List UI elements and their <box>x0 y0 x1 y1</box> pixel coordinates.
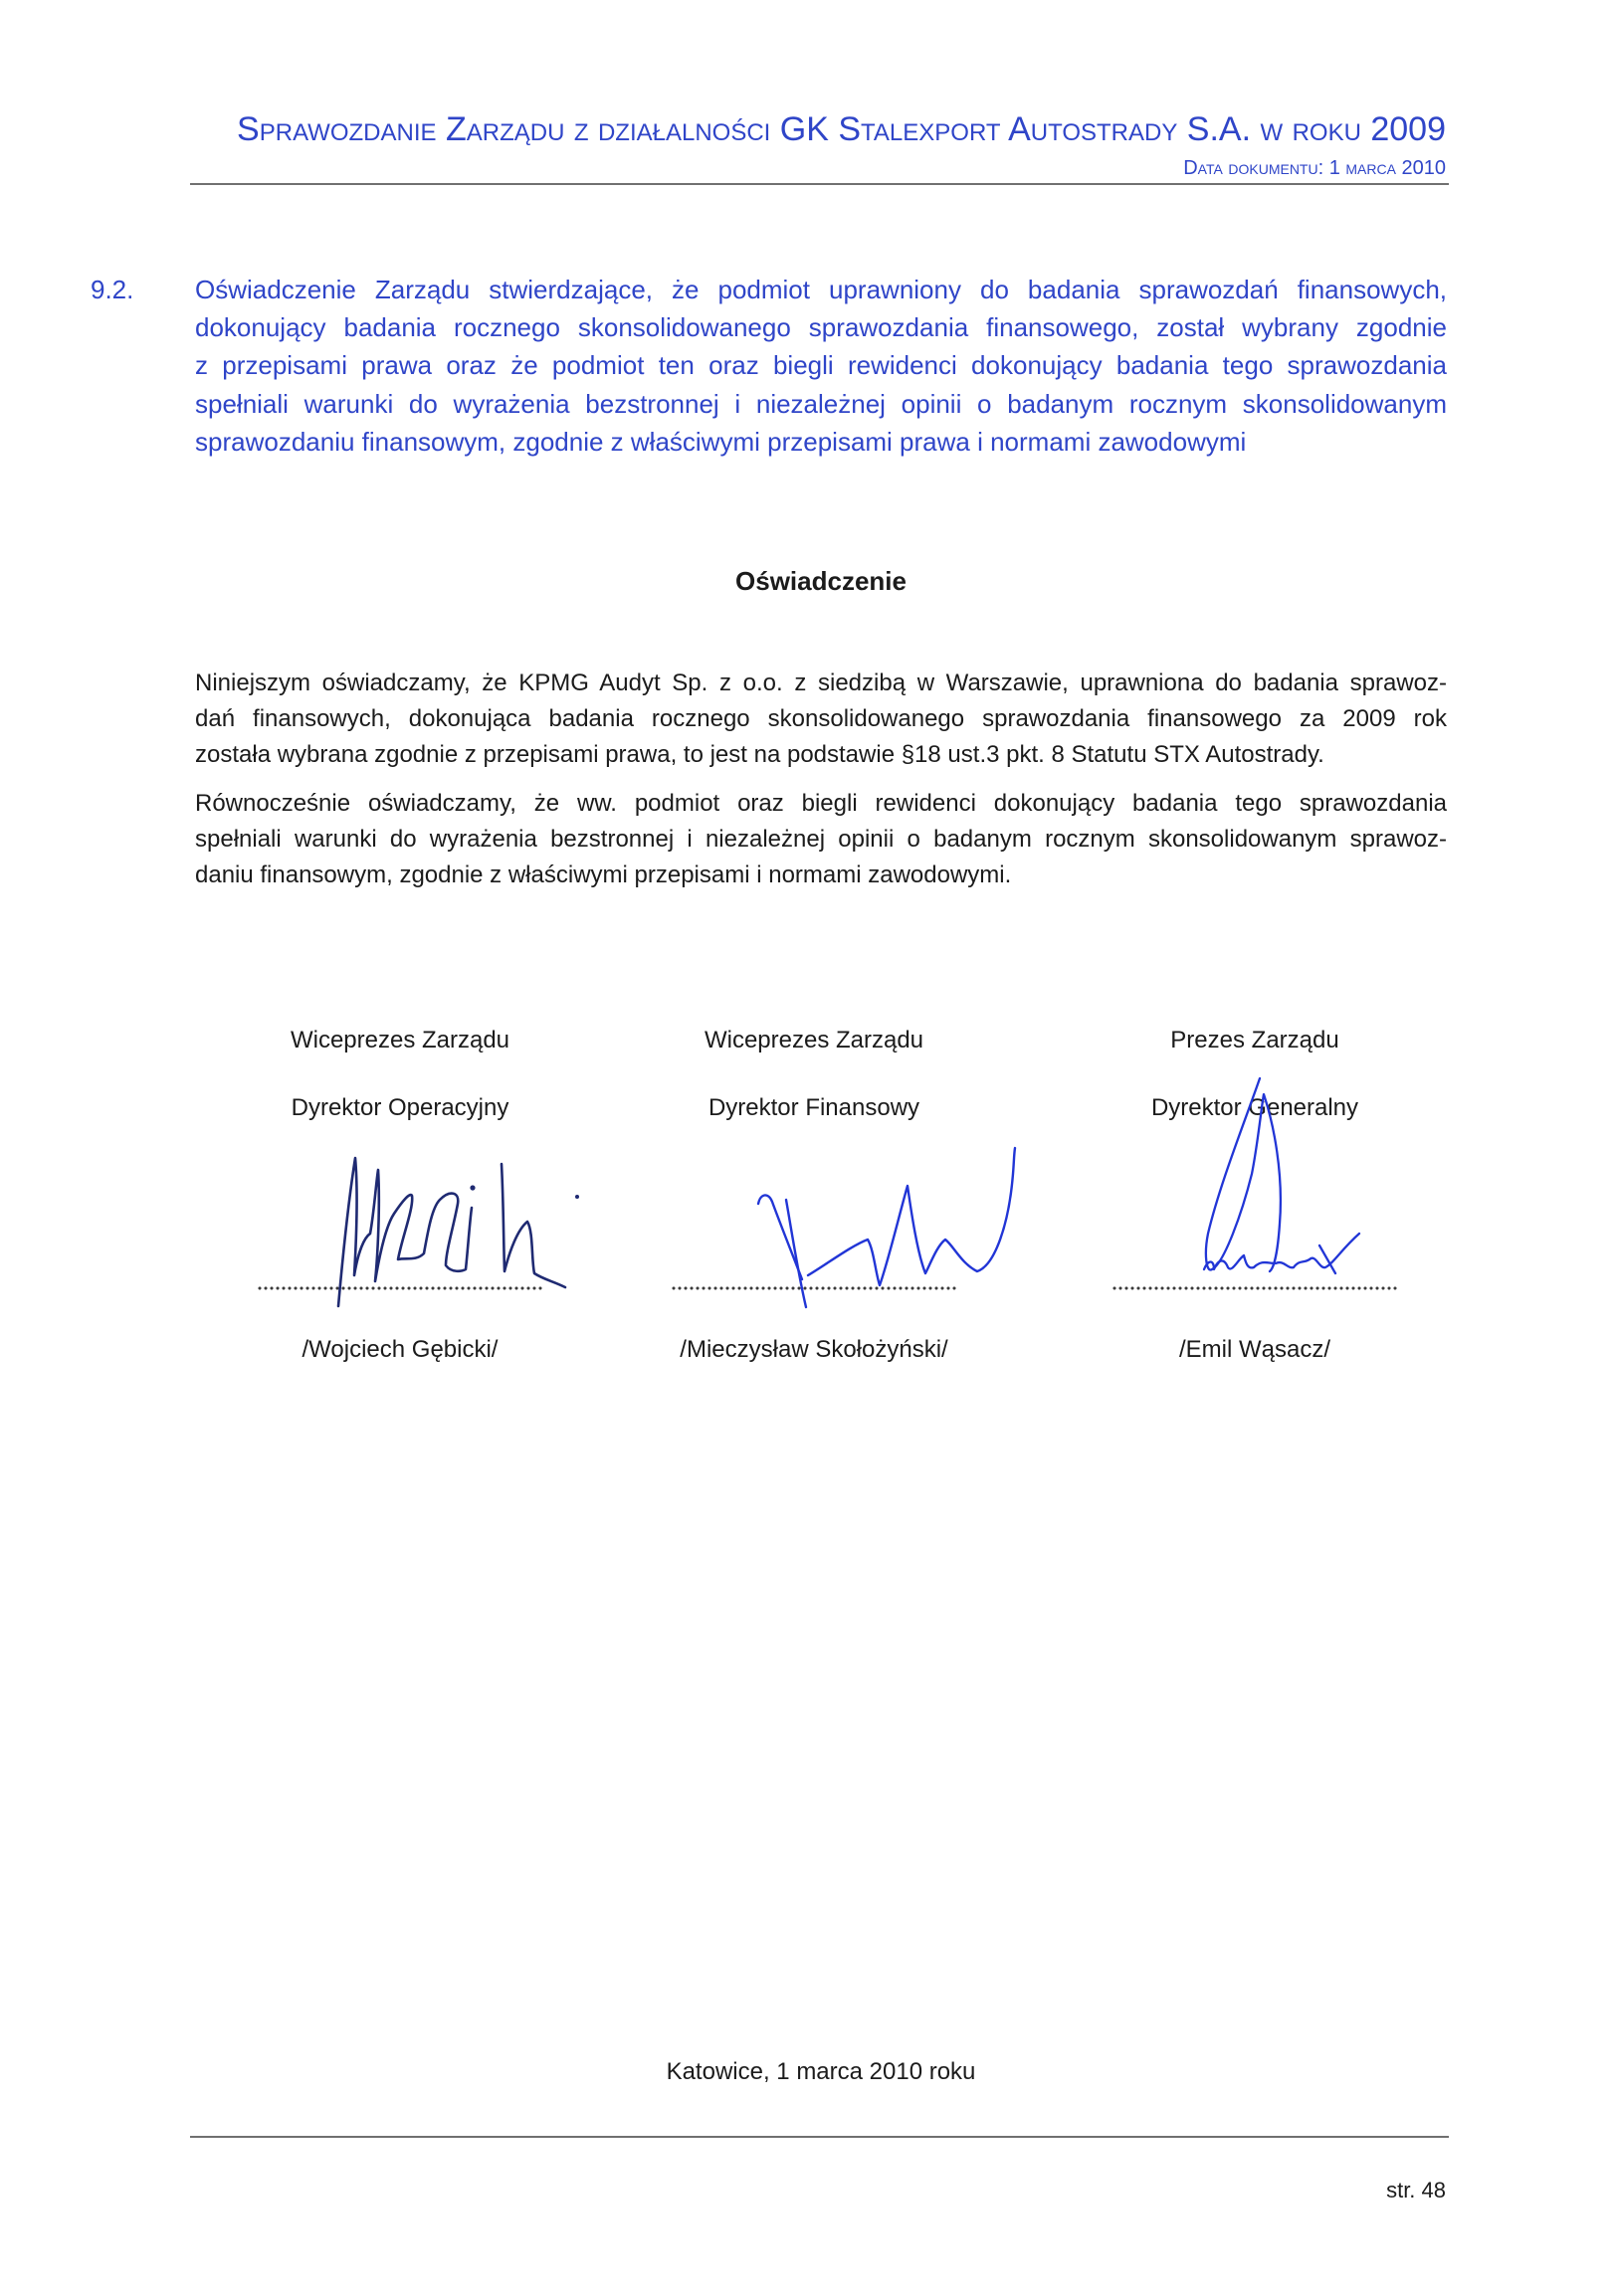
paragraph-line: Niniejszym oświadczamy, że KPMG Audyt Sp. z o.o. z siedzibą w Warszawie, uprawniona do badania sprawoz- <box>195 670 1447 696</box>
signatory-name: /Mieczysław Skołożyński/ <box>680 1336 948 1363</box>
footer-divider <box>190 2136 1449 2138</box>
section-line: sprawozdaniu finansowym, zgodnie z właściwymi przepisami prawa i normami zawodowymi <box>195 426 1247 457</box>
section-line: z przepisami prawa oraz że podmiot ten oraz biegli rewidenci dokonujący badania tego sprawozdania <box>195 350 1447 381</box>
header-divider <box>190 183 1449 185</box>
signatory-title: Dyrektor Operacyjny <box>291 1094 509 1121</box>
paragraph-line: została wybrana zgodnie z przepisami prawa, to jest na podstawie §18 ust.3 pkt. 8 Statutu STX Autostrady. <box>195 741 1324 768</box>
statement-paragraph-1 <box>195 666 1447 773</box>
handwritten-signature-2 <box>756 1134 1030 1313</box>
handwritten-signature-1 <box>318 1142 597 1316</box>
signatory-role: Wiceprezes Zarządu <box>290 1027 510 1053</box>
page-number: str. 48 <box>1386 2178 1446 2202</box>
section-line: dokonujący badania rocznego skonsolidowanego sprawozdania finansowego, został wybrany zgodnie <box>195 312 1447 343</box>
place-and-date: Katowice, 1 marca 2010 roku <box>666 2058 976 2085</box>
signatory-name: /Emil Wąsacz/ <box>1178 1336 1330 1363</box>
signatory-title: Dyrektor Finansowy <box>707 1094 920 1121</box>
section-number: 9.2. <box>91 275 134 304</box>
section-line: Oświadczenie Zarządu stwierdzające, że podmiot uprawniony do badania sprawozdań finansowych, <box>195 275 1447 304</box>
signatory-role: Wiceprezes Zarządu <box>704 1027 924 1053</box>
paragraph-line: spełniali warunki do wyrażenia bezstronnej i niezależnej opinii o badanym rocznym skonsolidowanym sprawoz- <box>195 826 1447 853</box>
section-text <box>195 271 1447 461</box>
paragraph-line: dań finansowych, dokonująca badania rocznego skonsolidowanego sprawozdania finansowego za 2009 rok <box>195 705 1447 732</box>
signatory-name: /Wojciech Gębicki/ <box>302 1336 499 1363</box>
handwritten-signature-3 <box>1184 1064 1383 1293</box>
section-line: spełniali warunki do wyrażenia bezstronnej i niezależnej opinii o badanym rocznym skonsolidowanym <box>195 388 1447 419</box>
paragraph-line: daniu finansowym, zgodnie z właściwymi przepisami i normami zawodowymi. <box>195 861 1012 888</box>
statement-heading: Oświadczenie <box>735 566 907 596</box>
paragraph-line: Równocześnie oświadczamy, że ww. podmiot oraz biegli rewidenci dokonujący badania tego sprawozdania <box>195 790 1447 817</box>
statement-paragraph-2 <box>195 786 1447 893</box>
signatory-role: Prezes Zarządu <box>1170 1027 1339 1053</box>
signatory-title: Dyrektor Generalny <box>1150 1094 1359 1121</box>
document-date: Data dokumentu: 1 marca 2010 <box>1183 157 1446 179</box>
report-header-title: Sprawozdanie Zarządu z działalności GK Stalexport Autostrady S.A. w roku 2009 <box>237 110 1446 148</box>
